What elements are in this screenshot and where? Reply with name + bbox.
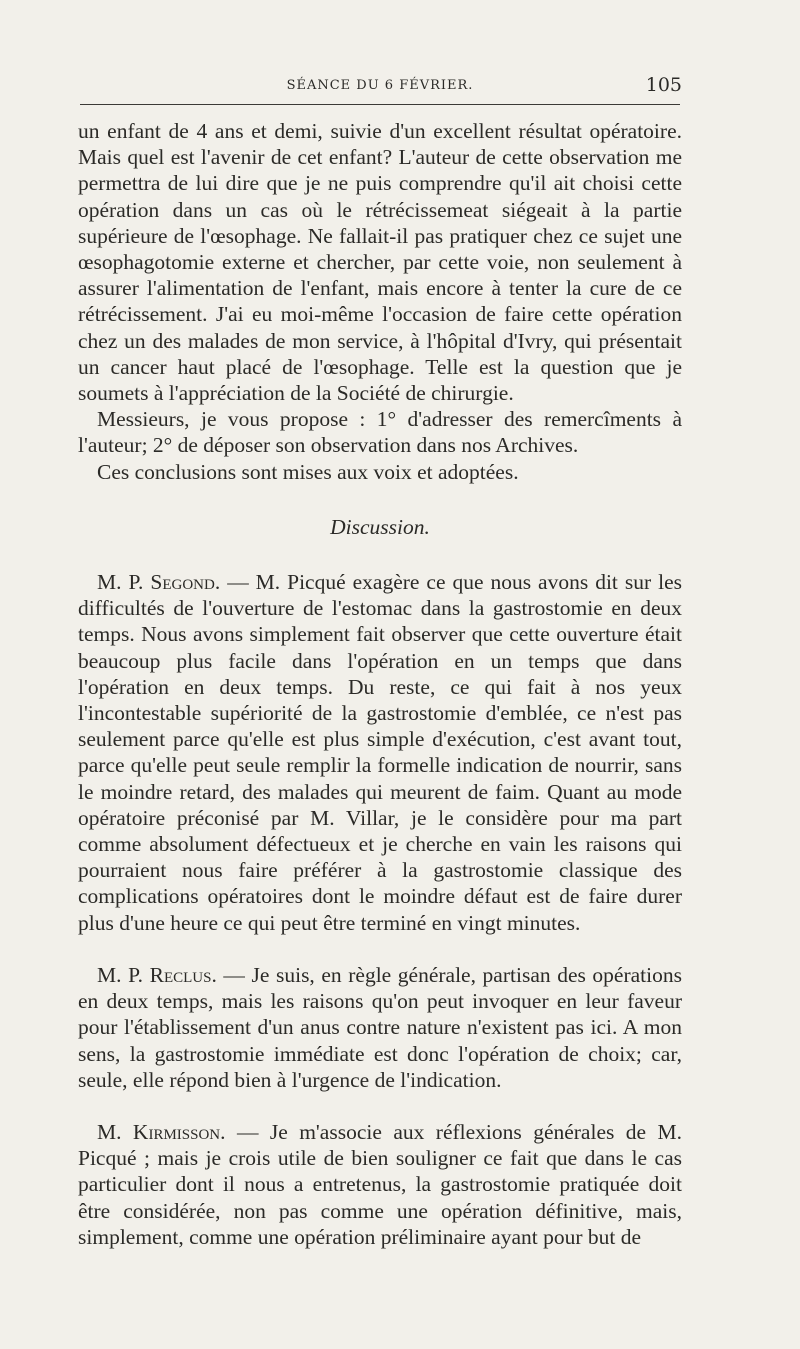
body-text: [78, 118, 682, 1250]
spacer: [78, 485, 682, 514]
paragraph-conclusion: Messieurs, je vous propose : 1° d'adresser des remercîments à l'auteur; 2° de déposer son observation dans nos Archives.: [78, 407, 682, 458]
paragraph-adopted: Ces conclusions sont mises aux voix et adoptées.: [97, 459, 519, 484]
header-title: SÉANCE DU 6 FÉVRIER.: [286, 78, 474, 93]
header-rule: [80, 104, 680, 105]
speaker-name: M. P. Reclus.: [97, 962, 217, 987]
speaker-name: M. Kirmisson.: [97, 1119, 226, 1144]
running-header: [78, 74, 682, 98]
speech-text: — Je suis, en règle générale, partisan des opérations en deux temps, mais les raisons qu'on peut invoquer en leur faveur pour l'établissement d'un anus contre nature n'existent pas ici. A mon sens, la gastrostomie immédiate est donc l'opération de choix; car, seule, elle répond bien à l'urgence de l'indication.: [78, 962, 682, 1092]
spacer: [78, 1093, 682, 1119]
spacer: [78, 540, 682, 569]
speech-text: — Je m'associe aux réflexions générales de M. Picqué ; mais je crois utile de bien souligner ce fait que dans le cas particulier dont il nous a entretenus, la gastrostomie pratiquée doit être considérée, non pas comme une opération définitive, mais, simplement, comme une opération préliminaire ayant pour but de: [78, 1119, 683, 1249]
paragraph-continuation: un enfant de 4 ans et demi, suivie d'un excellent résultat opératoire. Mais quel est l'avenir de cet enfant? L'auteur de cette observation me permettra de lui dire que je ne puis comprendre qu'il ait choisi cette opération dans un cas où le rétrécissemeat siégeait à la partie supérieure de l'œsophage. Ne fallait-il pas pratiquer chez ce sujet une œsophagotomie externe et chercher, par cette voie, non seulement à assurer l'alimentation de l'enfant, mais encore à tenter la cure de ce rétrécissement. J'ai eu moi-même l'occasion de faire cette opération chez un des malades de mon service, à l'hôpital d'Ivry, qui présentait un cancer haut placé de l'œsophage. Telle est la question que je soumets à l'appréciation de la Société de chirurgie.: [78, 119, 682, 406]
speech-text: — M. Picqué exagère ce que nous avons dit sur les difficultés de l'ouverture de l'estomac dans la gastrostomie en deux temps. Nous avons simplement fait observer que cette ouverture était beaucoup plus facile dans l'opération en un temps que dans l'opération en deux temps. Du reste, ce qui fait à nos yeux l'incontestable supériorité de la gastrostomie d'emblée, ce n'est pas seulement parce qu'elle est plus simple d'exécution, c'est avant tout, parce qu'elle peut seule remplir la formelle indication de nourrir, sans le moindre retard, des malades qui meurent de faim. Quant au mode opératoire préconisé par M. Villar, je le considère pour ma part comme absolument défectueux et je cherche en vain les raisons qui pourraient nous faire préférer à la gastrostomie classique des complications opératoires dont le moindre défaut est de faire durer plus d'une heure ce qui peut être terminé en vingt minutes.: [78, 570, 682, 935]
spacer: [78, 936, 682, 962]
discussion-reclus: [78, 962, 682, 1093]
speaker-name: M. P. Segond.: [97, 570, 221, 595]
discussion-segond: [78, 569, 682, 936]
discussion-kirmisson: [78, 1119, 682, 1250]
section-title: Discussion.: [330, 514, 430, 539]
page-number: 105: [645, 74, 682, 96]
